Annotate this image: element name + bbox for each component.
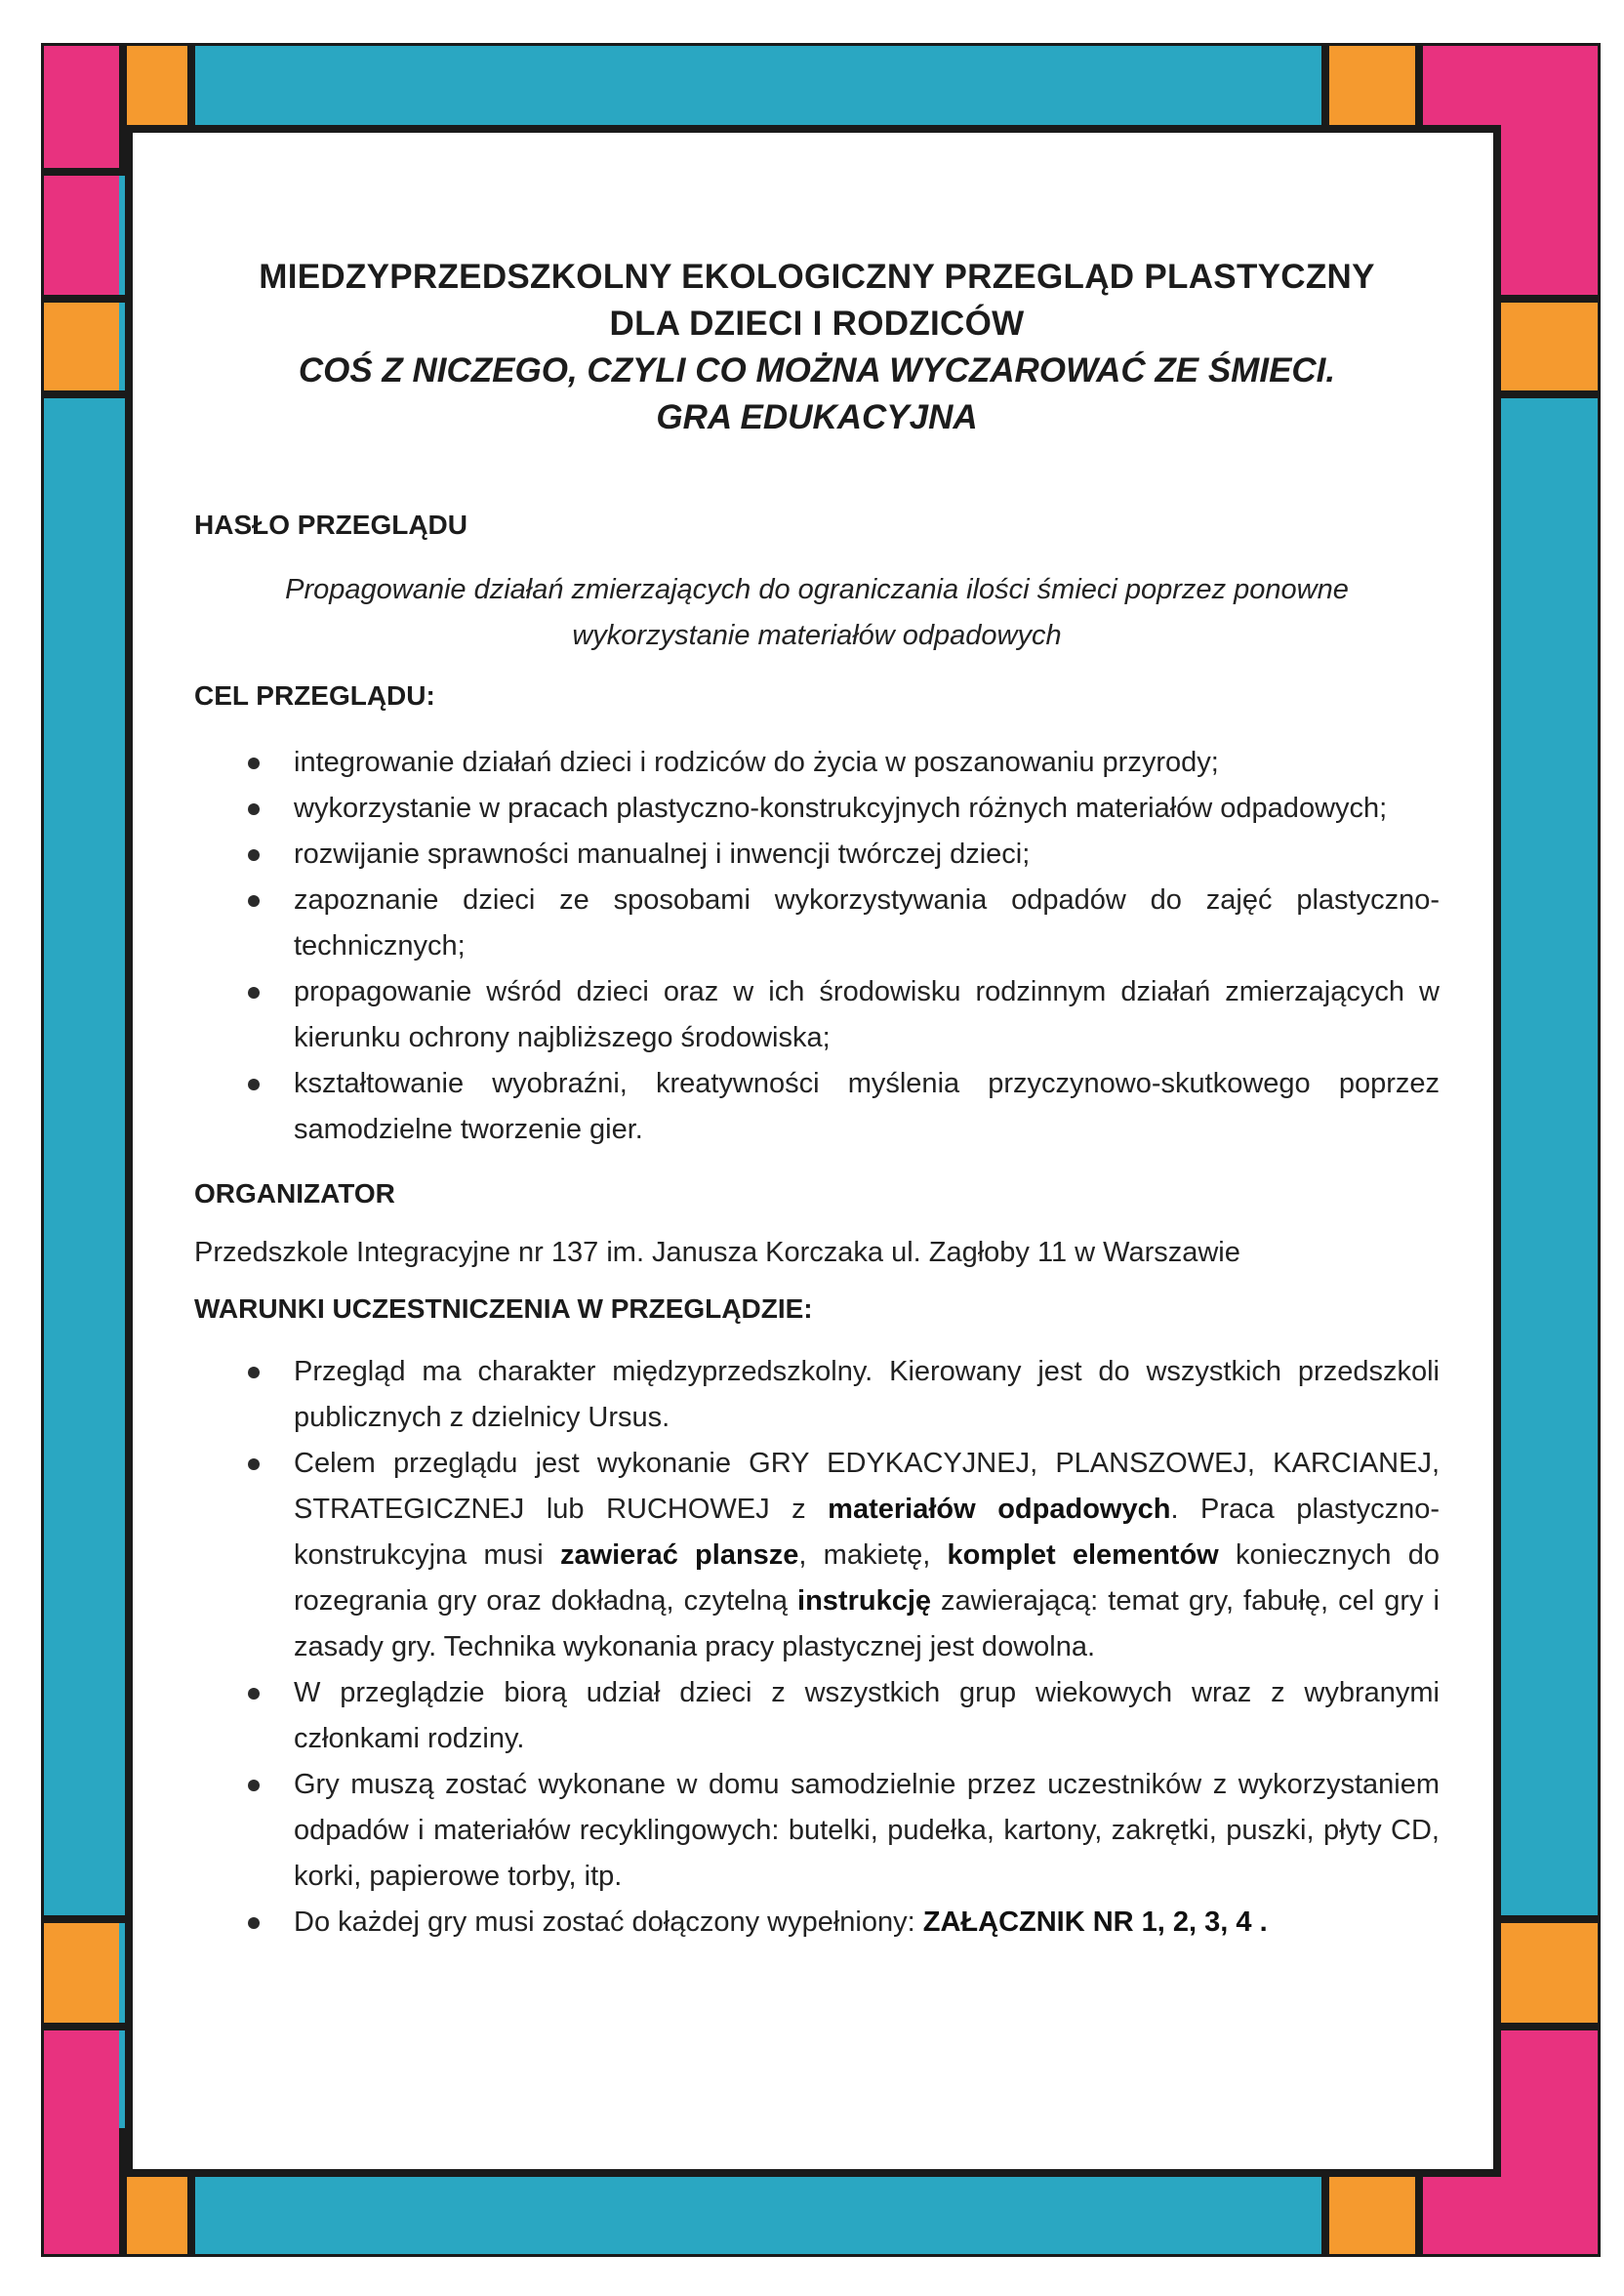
document-subtitle-line1: COŚ Z NICZEGO, CZYLI CO MOŻNA WYCZAROWAĆ ZE ŚMIECI. [298, 351, 1336, 390]
bullet-dot-icon [248, 1780, 260, 1791]
list-item [194, 740, 1440, 786]
conditions-heading: WARUNKI UCZESTNICZENIA W PRZEGLĄDZIE: [194, 1293, 813, 1324]
goal-item-text: kształtowanie wyobraźni, kreatywności myślenia przyczynowo-skutkowego poprzez samodzielne tworzenie gier. [294, 1068, 1440, 1145]
frame-pink-segment [41, 43, 119, 170]
bullet-dot-icon [248, 1688, 260, 1700]
bullet-dot-icon [248, 803, 260, 815]
bullet-dot-icon [248, 1917, 260, 1929]
document-title-line1: MIEDZYPRZEDSZKOLNY EKOLOGICZNY PRZEGLĄD PLASTYCZNY [259, 258, 1375, 296]
goal-item-text: propagowanie wśród dzieci oraz w ich środowisku rodzinnym działań zmierzających w kierunku ochrony najbliższego środowiska; [294, 976, 1440, 1053]
goal-list [194, 740, 1440, 1153]
frame-orange-segment [41, 299, 119, 392]
frame-lead-line [41, 168, 129, 176]
organizer-text: Przedszkole Integracyjne nr 137 im. Janusza Korczaka ul. Zagłoby 11 w Warszawie [194, 1237, 1240, 1268]
list-item [194, 969, 1440, 1061]
frame-lead-line [41, 1915, 129, 1923]
frame-lead-line [41, 2023, 129, 2030]
document-subtitle-line2: GRA EDUKACYJNA [656, 398, 978, 436]
organizer-heading: ORGANIZATOR [194, 1178, 395, 1209]
condition-item-text: Gry muszą zostać wykonane w domu samodzielnie przez uczestników z wykorzystaniem odpadów i materiałów recyklingowych: butelki, pudełka, kartony, zakrętki, puszki, płyty CD, korki, papierowe torby, itp. [294, 1769, 1440, 1892]
frame-pink-segment [1487, 2025, 1599, 2255]
condition-item-text [294, 1448, 1440, 1662]
document-content [194, 254, 1440, 1946]
goal-item-text: zapoznanie dzieci ze sposobami wykorzystywania odpadów do zajęć plastyczno-technicznych; [294, 884, 1440, 962]
condition-item-text: Przegląd ma charakter międzyprzedszkolny. Kierowany jest do wszystkich przedszkoli publicznych z dzielnicy Ursus. [294, 1356, 1440, 1433]
list-item [194, 1900, 1440, 1946]
text-run: , makietę, [798, 1539, 948, 1571]
list-item [194, 1349, 1440, 1441]
condition-item-text [294, 1906, 1268, 1938]
frame-pink-segment [41, 172, 119, 299]
list-item [194, 1061, 1440, 1153]
bullet-dot-icon [248, 758, 260, 769]
conditions-list [194, 1349, 1440, 1946]
goal-heading: CEL PRZEGLĄDU: [194, 680, 435, 711]
bullet-dot-icon [248, 849, 260, 861]
list-item [194, 878, 1440, 969]
goal-item-text: integrowanie działań dzieci i rodziców do życia w poszanowaniu przyrody; [294, 747, 1219, 778]
motto-heading: HASŁO PRZEGLĄDU [194, 510, 467, 540]
bullet-dot-icon [248, 987, 260, 999]
list-item [194, 786, 1440, 832]
list-item [194, 1441, 1440, 1670]
list-item [194, 1762, 1440, 1900]
motto-text-line2: wykorzystanie materiałów odpadowych [572, 620, 1062, 651]
frame-lead-line [41, 295, 129, 303]
motto-text-line1: Propagowanie działań zmierzających do ograniczania ilości śmieci poprzez ponowne [285, 574, 1349, 605]
bold-text-run: instrukcję [797, 1585, 932, 1617]
bullet-dot-icon [248, 1367, 260, 1378]
document-title-line2: DLA DZIECI I RODZICÓW [609, 305, 1025, 343]
frame-lead-line [41, 390, 129, 398]
text-run: koniecznych do rozegrania gry oraz dokładną, czytelną [294, 1539, 1440, 1617]
condition-item-text: W przeglądzie biorą udział dzieci z wszystkich grup wiekowych wraz z wybranymi członkami rodziny. [294, 1677, 1440, 1754]
attachment-reference: ZAŁĄCZNIK NR 1, 2, 3, 4 . [922, 1906, 1268, 1938]
frame-orange-segment [41, 1917, 119, 2025]
text-run: zawierającą: temat gry, fabułę, cel gry i zasady gry. Technika wykonania pracy plastycznej jest dowolna. [294, 1585, 1440, 1662]
goal-item-text: rozwijanie sprawności manualnej i inwencji twórczej dzieci; [294, 839, 1031, 870]
bold-text-run: materiałów odpadowych [828, 1494, 1171, 1525]
list-item [194, 1670, 1440, 1762]
bullet-dot-icon [248, 1079, 260, 1090]
frame-pink-segment [1487, 168, 1599, 295]
bullet-dot-icon [248, 1458, 260, 1470]
bold-text-run: komplet elementów [947, 1539, 1219, 1571]
text-run: Celem przeglądu jest wykonanie GRY EDYKACYJNEJ, PLANSZOWEJ, KARCIANEJ, STRATEGICZNEJ lub RUCHOWEJ z [294, 1448, 1440, 1525]
frame-orange-segment [1487, 295, 1599, 392]
bold-text-run: zawierać plansze [559, 1539, 799, 1571]
text-run: . Praca plastyczno-konstrukcyjna musi [294, 1494, 1440, 1571]
list-item [194, 832, 1440, 878]
frame-pink-segment [41, 2025, 119, 2255]
frame-orange-segment [1487, 1917, 1599, 2025]
bullet-dot-icon [248, 895, 260, 907]
goal-item-text: wykorzystanie w pracach plastyczno-konstrukcyjnych różnych materiałów odpadowych; [294, 793, 1388, 824]
text-run: Do każdej gry musi zostać dołączony wypełniony: [294, 1906, 923, 1938]
